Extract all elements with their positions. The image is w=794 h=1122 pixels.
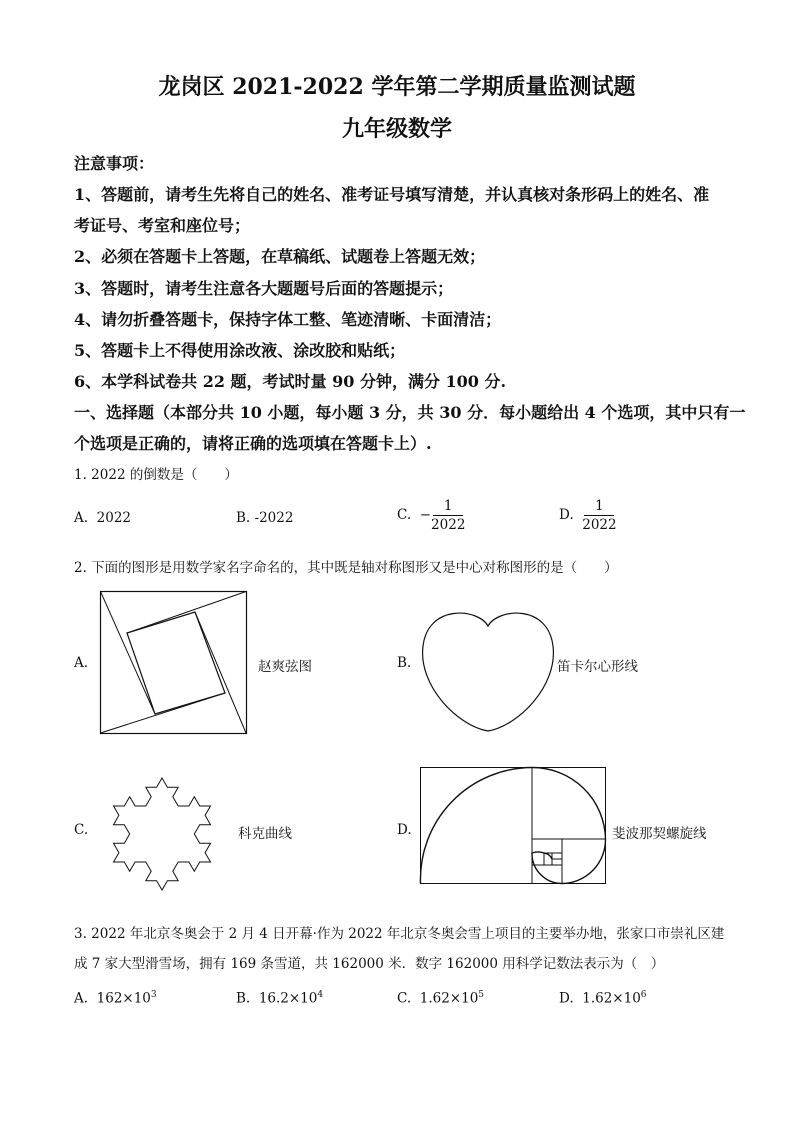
section-heading-line: 个选项是正确的，请将正确的选项填在答题卡上）. — [74, 434, 432, 453]
q3-option-d: D. $1.62\times 10^6$ — [559, 990, 647, 1007]
q2-option-c-label: C. — [74, 822, 89, 838]
cardioid-curve — [418, 606, 558, 736]
question-2-stem: 2. 下面的图形是用数学家名字命名的，其中既是轴对称图形又是中心对称图形的是（ ） — [74, 560, 618, 576]
question-3-line: 成 7 家大型滑雪场，拥有 169 条雪道，共 162000 米．数字 162000 用科学记数法表示为（ ） — [74, 956, 665, 972]
q2-option-a-caption: 赵爽弦图 — [258, 659, 312, 675]
note-line: 5、答题卡上不得使用涂改液、涂改胶和贴纸； — [74, 341, 406, 360]
exam-subtitle: 九年级数学 — [341, 116, 452, 142]
q1-option-b: B. -2022 — [236, 510, 294, 526]
q2-option-a-label: A. — [74, 655, 89, 671]
zhao-shuang-diagram — [100, 591, 250, 737]
q3-option-b: B. $16.2\times 10^4$ — [236, 990, 324, 1007]
fraction: $\frac{1}{2022}$ — [582, 498, 617, 533]
q2-option-d-caption: 斐波那契螺旋线 — [612, 826, 707, 842]
q3-option-c: C. $1.62\times 10^5$ — [397, 990, 485, 1007]
exam-title: 龙岗区 2021-2022 学年第二学期质量监测试题 — [158, 74, 636, 100]
note-line: 1、答题前，请考生先将自己的姓名、准考证号填写清楚，并认真核对条形码上的姓名、准 — [74, 185, 710, 204]
q3-option-a: A. $162\times 10^3$ — [74, 990, 157, 1007]
q2-option-d-label: D. — [397, 822, 412, 838]
fraction: $\frac{1}{2022}$ — [431, 498, 466, 533]
koch-snowflake — [92, 758, 232, 906]
q2-option-b-caption: 笛卡尔心形线 — [557, 659, 638, 675]
note-line: 4、请勿折叠答题卡，保持字体工整、笔迹清晰、卡面清洁； — [74, 310, 502, 329]
question-1-stem: 1. 2022 的倒数是（ ） — [74, 467, 238, 483]
section-heading-line: 一、选择题（本部分共 10 小题，每小题 3 分，共 30 分．每小题给出 4 个选项，其中只有一 — [74, 403, 746, 422]
notes-heading: 注意事项： — [74, 154, 155, 173]
q2-option-b-label: B. — [397, 655, 412, 671]
koch-outline — [114, 778, 211, 890]
note-line: 6、本学科试卷共 22 题，考试时量 90 分钟，满分 100 分. — [74, 372, 507, 391]
note-line: 2、必须在答题卡上答题，在草稿纸、试题卷上答题无效； — [74, 247, 486, 266]
note-line: 考证号、考室和座位号； — [74, 216, 251, 235]
q1-option-a: A. 2022 — [74, 510, 131, 526]
q1-option-c: C. − $\frac{1}{2022}$ — [397, 498, 466, 533]
q1-option-d: D. $\frac{1}{2022}$ — [559, 498, 617, 533]
q2-option-c-caption: 科克曲线 — [238, 826, 292, 842]
note-line: 3、答题时，请考生注意各大题题号后面的答题提示； — [74, 279, 454, 298]
fibonacci-spiral — [420, 767, 606, 885]
question-3-line: 3. 2022 年北京冬奥会于 2 月 4 日开幕·作为 2022 年北京冬奥会雪上项目的主要举办地，张家口市崇礼区建 — [74, 926, 725, 942]
